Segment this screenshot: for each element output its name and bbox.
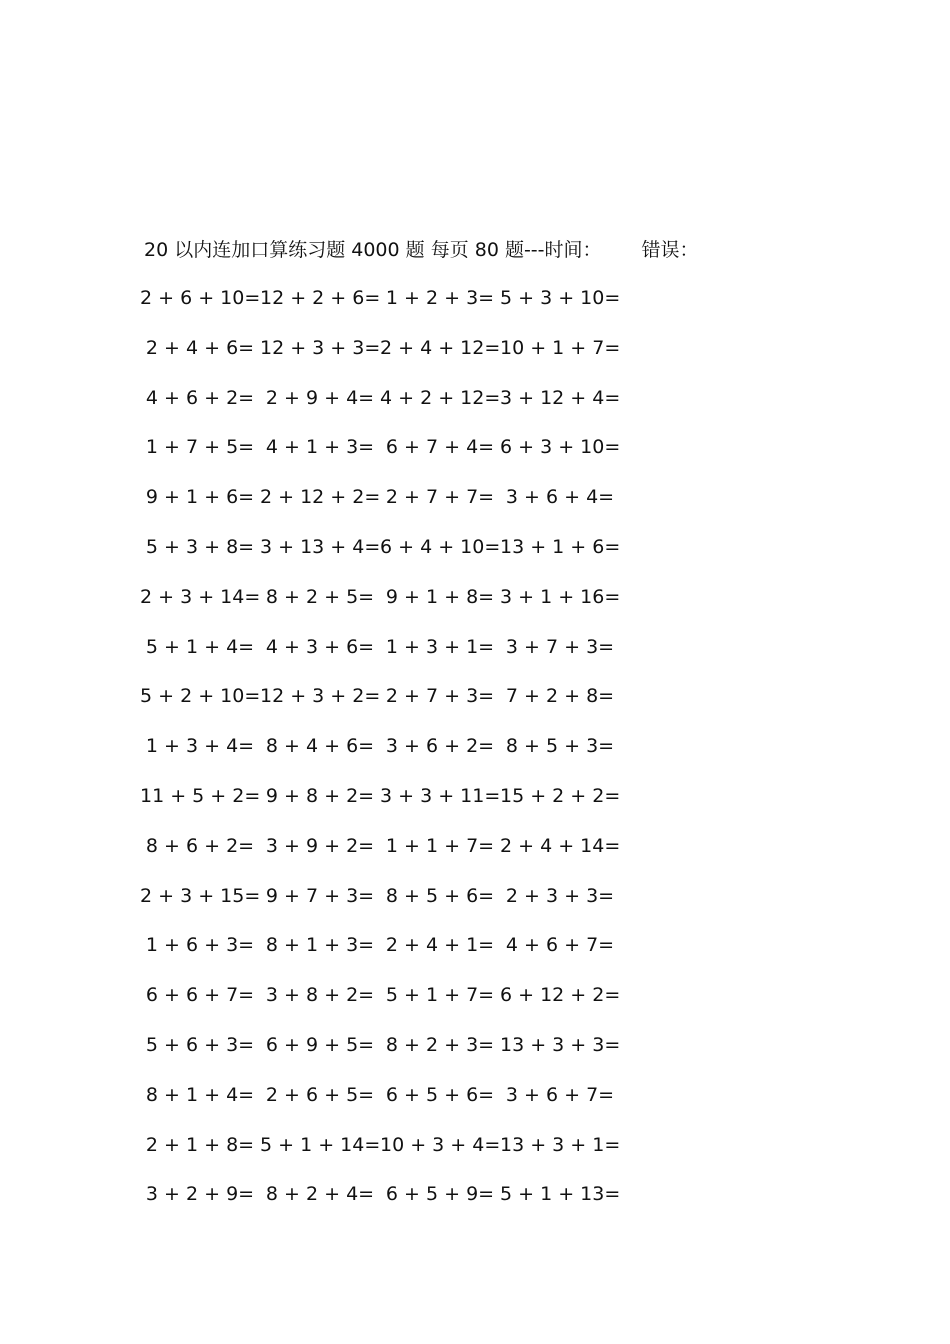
problem: 9 + 1 + 8= [385,585,495,608]
problem-row [140,732,640,782]
problem: 8 + 1 + 4= [145,1083,255,1106]
problem-row [140,931,640,981]
problem: 1 + 3 + 1= [385,635,495,658]
problem: 8 + 5 + 6= [385,884,495,907]
problem: 12 + 2 + 6= [260,287,381,309]
problem: 9 + 1 + 6= [145,486,255,509]
problem: 2 + 7 + 7= [385,486,495,509]
problem: 2 + 1 + 8= [145,1133,255,1156]
problem-row [140,533,640,583]
problem: 10 + 1 + 7= [500,336,621,359]
problem-row [140,882,640,932]
problem: 8 + 6 + 2= [145,834,255,857]
problem: 3 + 9 + 2= [265,834,375,857]
problem: 15 + 2 + 2= [500,784,621,807]
problem: 2 + 12 + 2= [260,486,381,509]
problem: 5 + 1 + 7= [385,984,495,1007]
problem-row [140,1031,640,1081]
problem-row [140,284,640,334]
problem: 5 + 1 + 13= [500,1183,621,1206]
problem: 3 + 2 + 9= [145,1183,255,1206]
problem: 2 + 3 + 14= [140,585,261,608]
problem: 1 + 1 + 7= [385,834,495,857]
problem: 1 + 3 + 4= [145,735,255,758]
problem: 4 + 6 + 7= [505,934,615,957]
problem: 13 + 1 + 6= [500,535,621,558]
problem: 5 + 1 + 4= [145,635,255,658]
problem: 3 + 13 + 4= [260,535,381,558]
problem: 8 + 4 + 6= [265,735,375,758]
problem: 3 + 1 + 16= [500,585,621,608]
problem: 9 + 8 + 2= [265,784,375,807]
problem: 2 + 4 + 14= [500,834,621,857]
problem-row [140,433,640,483]
problem: 12 + 3 + 2= [260,685,381,708]
problem: 8 + 2 + 5= [265,585,375,608]
problem: 8 + 5 + 3= [505,735,615,758]
problem: 5 + 1 + 14= [260,1133,381,1156]
problem: 6 + 5 + 6= [385,1083,495,1106]
problem: 3 + 7 + 3= [505,635,615,658]
problem: 1 + 7 + 5= [145,436,255,459]
problem: 2 + 6 + 10= [140,287,261,309]
problem-row [140,832,640,882]
problem: 5 + 3 + 8= [145,535,255,558]
problem-row [140,384,640,434]
problem-row [140,1131,640,1181]
problem: 4 + 6 + 2= [145,386,255,409]
problem-row [140,981,640,1031]
problem: 6 + 5 + 9= [385,1183,495,1206]
problem-row [140,633,640,683]
problem-row [140,483,640,533]
problem: 2 + 7 + 3= [385,685,495,708]
problem: 1 + 6 + 3= [145,934,255,957]
worksheet-header [144,236,699,264]
problem: 12 + 3 + 3= [260,336,381,359]
problem: 8 + 2 + 4= [265,1183,375,1206]
problem: 2 + 6 + 5= [265,1083,375,1106]
problem: 9 + 7 + 3= [265,884,375,907]
problem: 1 + 2 + 3= [385,287,495,309]
problem: 2 + 9 + 4= [265,386,375,409]
problem: 6 + 9 + 5= [265,1033,375,1056]
problem: 2 + 3 + 3= [505,884,615,907]
problem: 6 + 7 + 4= [385,436,495,459]
problem: 8 + 1 + 3= [265,934,375,957]
worksheet-title: 20 以内连加口算练习题 4000 题 每页 80 题---时间： [144,239,602,261]
problem: 2 + 3 + 15= [140,884,261,907]
problem: 2 + 4 + 1= [385,934,495,957]
problem: 7 + 2 + 8= [505,685,615,708]
problem-row [140,583,640,633]
problem-grid [140,284,640,1230]
problem: 6 + 6 + 7= [145,984,255,1007]
problem: 2 + 4 + 12= [380,336,501,359]
problem: 3 + 6 + 7= [505,1083,615,1106]
problem: 4 + 2 + 12= [380,386,501,409]
problem: 2 + 4 + 6= [145,336,255,359]
problem: 3 + 8 + 2= [265,984,375,1007]
errors-label: 错误： [641,239,699,261]
problem: 13 + 3 + 1= [500,1133,621,1156]
problem: 6 + 12 + 2= [500,984,621,1007]
problem: 6 + 3 + 10= [500,436,621,459]
problem: 8 + 2 + 3= [385,1033,495,1056]
problem: 5 + 6 + 3= [145,1033,255,1056]
problem: 11 + 5 + 2= [140,784,261,807]
problem: 3 + 6 + 4= [505,486,615,509]
problem-row [140,682,640,732]
problem: 3 + 3 + 11= [380,784,501,807]
problem-row [140,334,640,384]
problem: 6 + 4 + 10= [380,535,501,558]
problem-row [140,1081,640,1131]
problem: 5 + 3 + 10= [500,287,621,309]
problem: 4 + 3 + 6= [265,635,375,658]
problem: 3 + 6 + 2= [385,735,495,758]
problem-row [140,782,640,832]
problem: 3 + 12 + 4= [500,386,621,409]
problem: 4 + 1 + 3= [265,436,375,459]
problem: 10 + 3 + 4= [380,1133,501,1156]
problem-row [140,1180,640,1230]
problem: 13 + 3 + 3= [500,1033,621,1056]
problem: 5 + 2 + 10= [140,685,261,708]
